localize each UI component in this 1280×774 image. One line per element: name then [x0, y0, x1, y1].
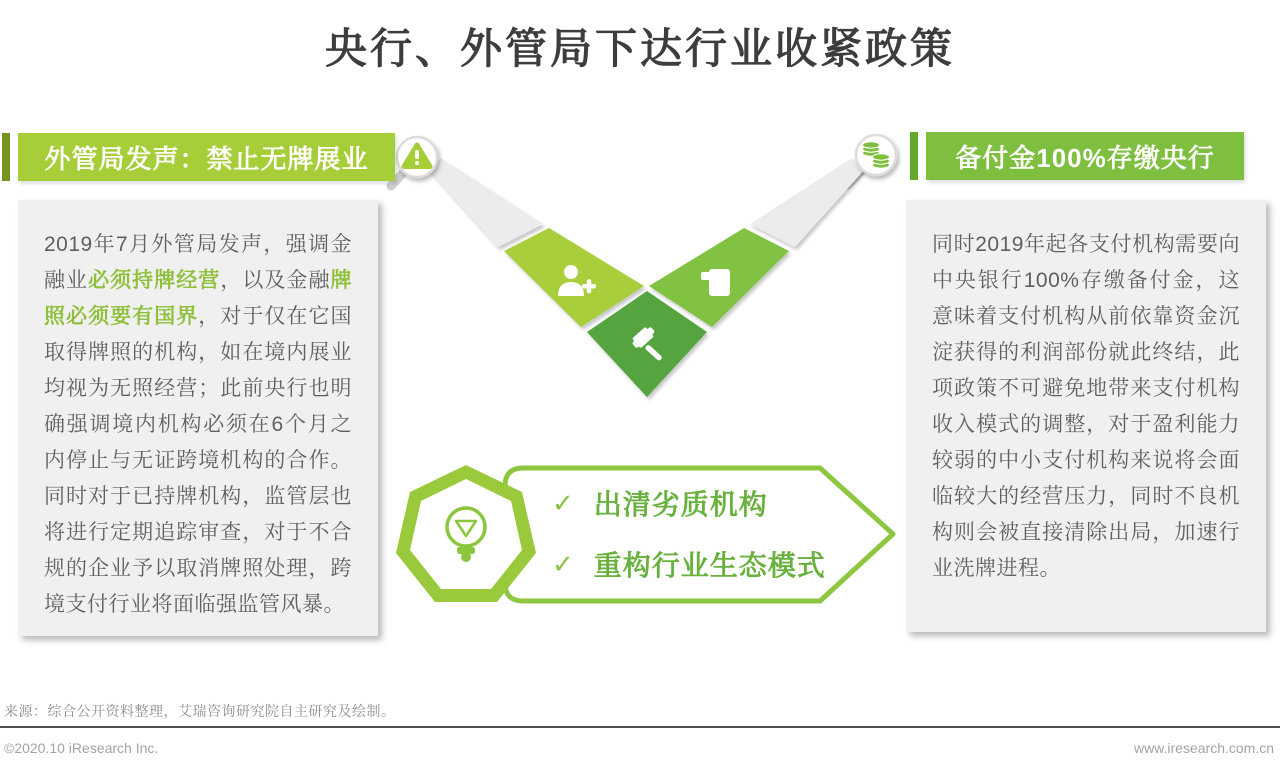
coins-magnifier: [856, 135, 896, 175]
left-header-label: 外管局发声：禁止无牌展业: [44, 143, 369, 174]
footer-divider: [0, 726, 1280, 728]
right-text-block: [906, 200, 1266, 632]
right-header-label: 备付金100%存缴央行: [955, 142, 1215, 173]
left-body-text: [44, 233, 352, 616]
body-segment: 2019年7月外管局发声，强调金融业: [44, 233, 352, 292]
source-note: 来源：综合公开资料整理，艾瑞咨询研究院自主研究及绘制。: [4, 703, 396, 719]
warning-exclamation-dot: [415, 161, 419, 165]
right-body-text: 同时2019年起各支付机构需要向中央银行100%存缴备付金，这意味着支付机构从前依靠资金沉淀获得的利润部份就此终结，此项政策不可避免地带来支付机构收入模式的调整，对于盈利能力较弱的中小支付机构来说将会面临较大的经营压力，同时不良机构则会被直接清除出局，加速行业洗牌进程。: [932, 233, 1240, 580]
body-segment: ，对于仅在它国取得牌照的机构，如在境内展业均视为无照经营；此前央行也明确强调境内机构必须在6个月之内停止与无证跨境机构的合作。同时对于已持牌机构，监管层也将进行定期追踪审查，对于不合规的企业予以取消牌照处理，跨境支付行业将面临强监管风暴。: [44, 305, 353, 616]
check-icon: ✓: [552, 548, 574, 579]
callout-list: [552, 483, 892, 584]
highlighted-phrase: 牌照必须要有国界: [44, 269, 353, 328]
warning-magnifier: [397, 137, 437, 177]
left-accent-bar: [2, 133, 10, 181]
callout-item: [552, 483, 892, 523]
left-header-bar: [18, 133, 395, 181]
copyright-text: ©2020.10 iResearch Inc.: [4, 740, 159, 756]
right-header-bar: [926, 132, 1244, 180]
check-icon: ✓: [552, 487, 574, 518]
page-title: 央行、外管局下达行业收紧政策: [324, 25, 955, 72]
body-segment: ，以及金融: [220, 269, 331, 292]
highlighted-phrase: 必须持牌经营: [88, 269, 221, 292]
website-link[interactable]: www.iresearch.com.cn: [1133, 740, 1274, 756]
right-beam: [750, 158, 864, 247]
right-accent-bar: [910, 132, 918, 180]
callout-item-label: 重构行业生态模式: [593, 550, 826, 581]
left-beam: [429, 158, 543, 247]
callout-item-label: 出清劣质机构: [593, 489, 768, 520]
left-text-block: [18, 200, 378, 636]
warning-exclamation: [415, 150, 419, 159]
callout-item: [552, 544, 892, 584]
